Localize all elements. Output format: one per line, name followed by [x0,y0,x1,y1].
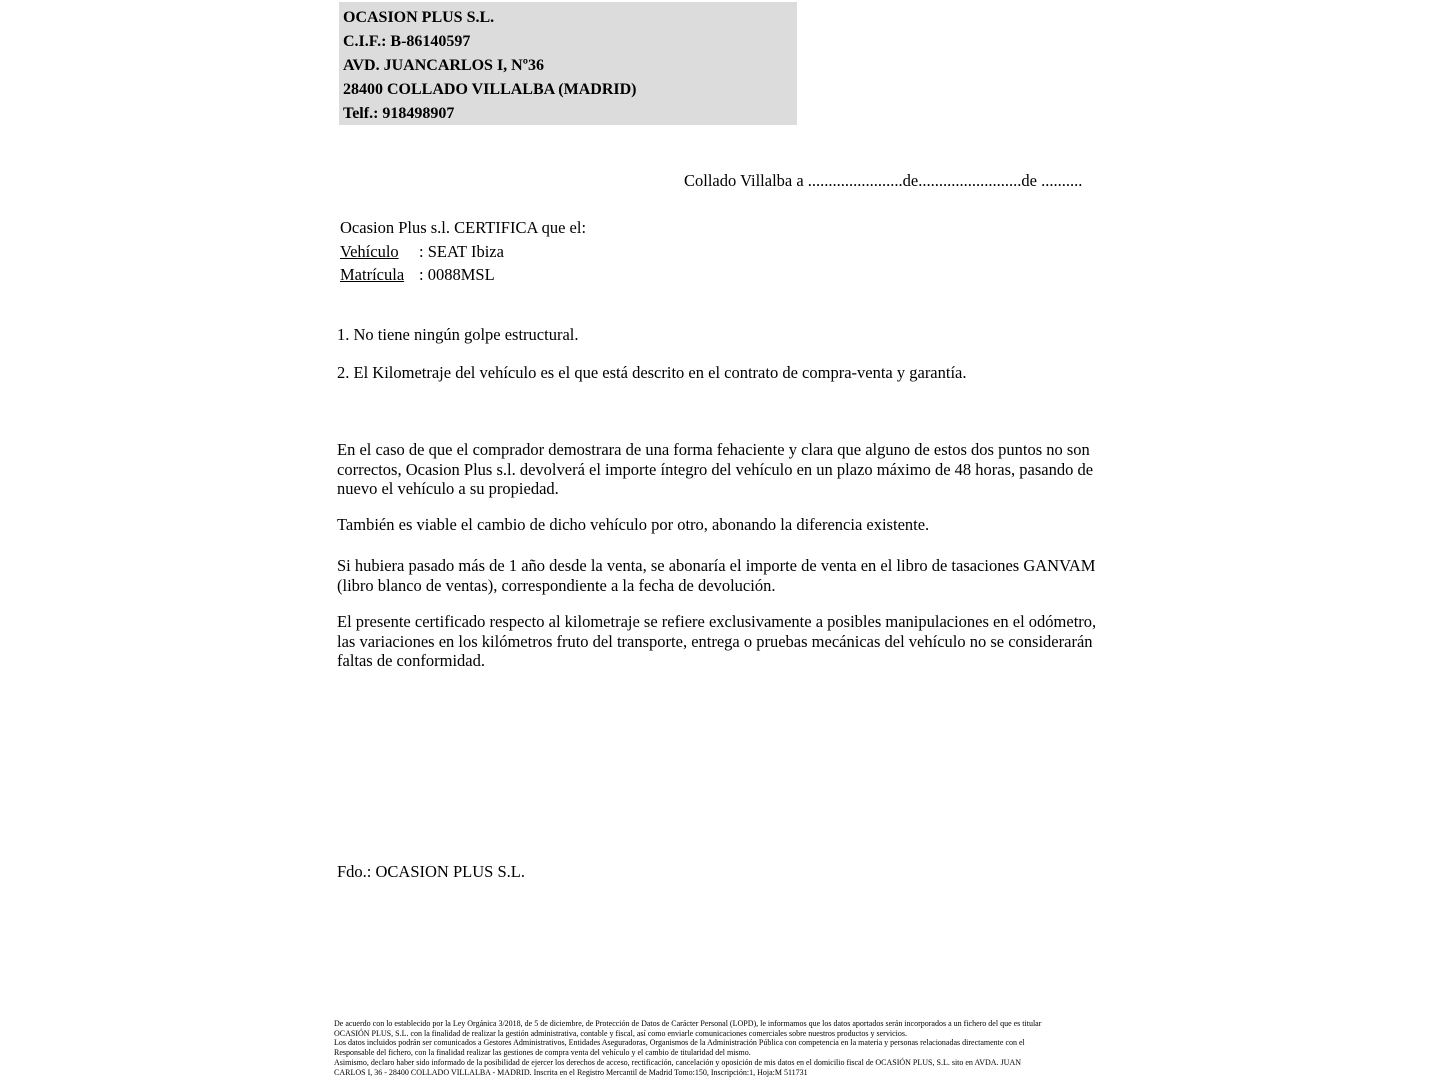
vehicle-row [340,240,586,264]
legal-footer-line: De acuerdo con lo establecido por la Ley Orgánica 3/2018, de 5 de diciembre, de Protección de Datos de Carácter Personal (LOPD), le informamos que los datos aportados serán incorporados a un fichero del que es titular [334,1019,1042,1028]
company-cif: C.I.F.: B-86140597 [343,33,471,50]
legal-footer-line: Asimismo, declaro haber sido informado de la posibilidad de ejercer los derechos de acceso, rectificación, cancelación y oposición de mis datos en el domicilio fiscal de OCASIÓN PLUS, S.L. sito en AVDA. JUAN [334,1057,1022,1067]
certified-point-1: 1. No tiene ningún golpe estructural. [337,325,579,344]
signature-line: Fdo.: OCASION PLUS S.L. [337,862,525,881]
vehicle-label: Vehículo [340,241,399,261]
exchange-paragraph: También es viable el cambio de dicho vehículo por otro, abonando la diferencia existente. [337,515,930,534]
vehicle-value: SEAT Ibiza [427,241,504,261]
plate-row [340,263,586,287]
certified-point-2: 2. El Kilometraje del vehículo es el que está descrito en el contrato de compra-venta y garantía. [337,363,967,382]
certification-intro: Ocasion Plus s.l. CERTIFICA que el: [340,218,587,237]
date-fill-in-line: Collado Villalba a .......................de.........................de .......... [684,171,1083,190]
plate-value: 0088MSL [427,265,495,284]
company-name: OCASION PLUS S.L. [343,9,495,26]
refund-paragraph: En el caso de que el comprador demostrara de una forma fehaciente y clara que alguno de estos dos puntos no son correctos, Ocasion Plus s.l. devolverá el importe íntegro del vehículo en un plazo máximo de 48 horas, pasando de nuevo el vehículo a su propiedad. [337,440,1094,499]
legal-footer-line: OCASIÓN PLUS, S.L. con la finalidad de realizar la gestión administrativa, contable y fiscal, así como enviarle comunicaciones comerciales sobre nuestros productos y servicios. [334,1028,907,1038]
legal-footer [334,1019,1114,1077]
legal-footer-line: Los datos incluidos podrán ser comunicados a Gestores Administrativos, Entidades Aseguradoras, Organismos de la Administración Pública con competencia en la materia y personas relacionadas directamente con el [334,1038,1025,1048]
company-city: 28400 COLLADO VILLALBA (MADRID) [343,81,637,98]
odometer-paragraph: El presente certificado respecto al kilometraje se refiere exclusivamente a posibles manipulaciones en el odómetro, las variaciones en los kilómetros fruto del transporte, entrega o pruebas mecánicas del vehículo no se considerarán faltas de conformidad. [337,612,1097,671]
plate-label: Matrícula [340,265,405,284]
legal-footer-line: Responsable del fichero, con la finalidad realizar las gestiones de compra venta del vehículo y el cambio de titularidad del mismo. [334,1048,751,1058]
plate-label-wrap [340,263,419,287]
vehicle-separator: : [419,241,424,261]
certification-block [340,216,586,287]
company-phone: Telf.: 918498907 [343,105,455,122]
plate-separator: : [419,265,424,284]
company-address: AVD. JUANCARLOS I, Nº36 [343,57,545,74]
vehicle-label-wrap [340,240,419,264]
ganvam-paragraph: Si hubiera pasado más de 1 año desde la venta, se abonaría el importe de venta en el libro de tasaciones GANVAM (libro blanco de ventas), correspondiente a la fecha de devolución. [337,556,1096,595]
company-header-box [339,2,797,125]
legal-footer-line: CARLOS I, 36 - 28400 COLLADO VILLALBA - MADRID. Inscrita en el Registro Mercantil de Madrid Tomo:150, Inscripción:1, Hoja:M 511731 [334,1067,808,1077]
